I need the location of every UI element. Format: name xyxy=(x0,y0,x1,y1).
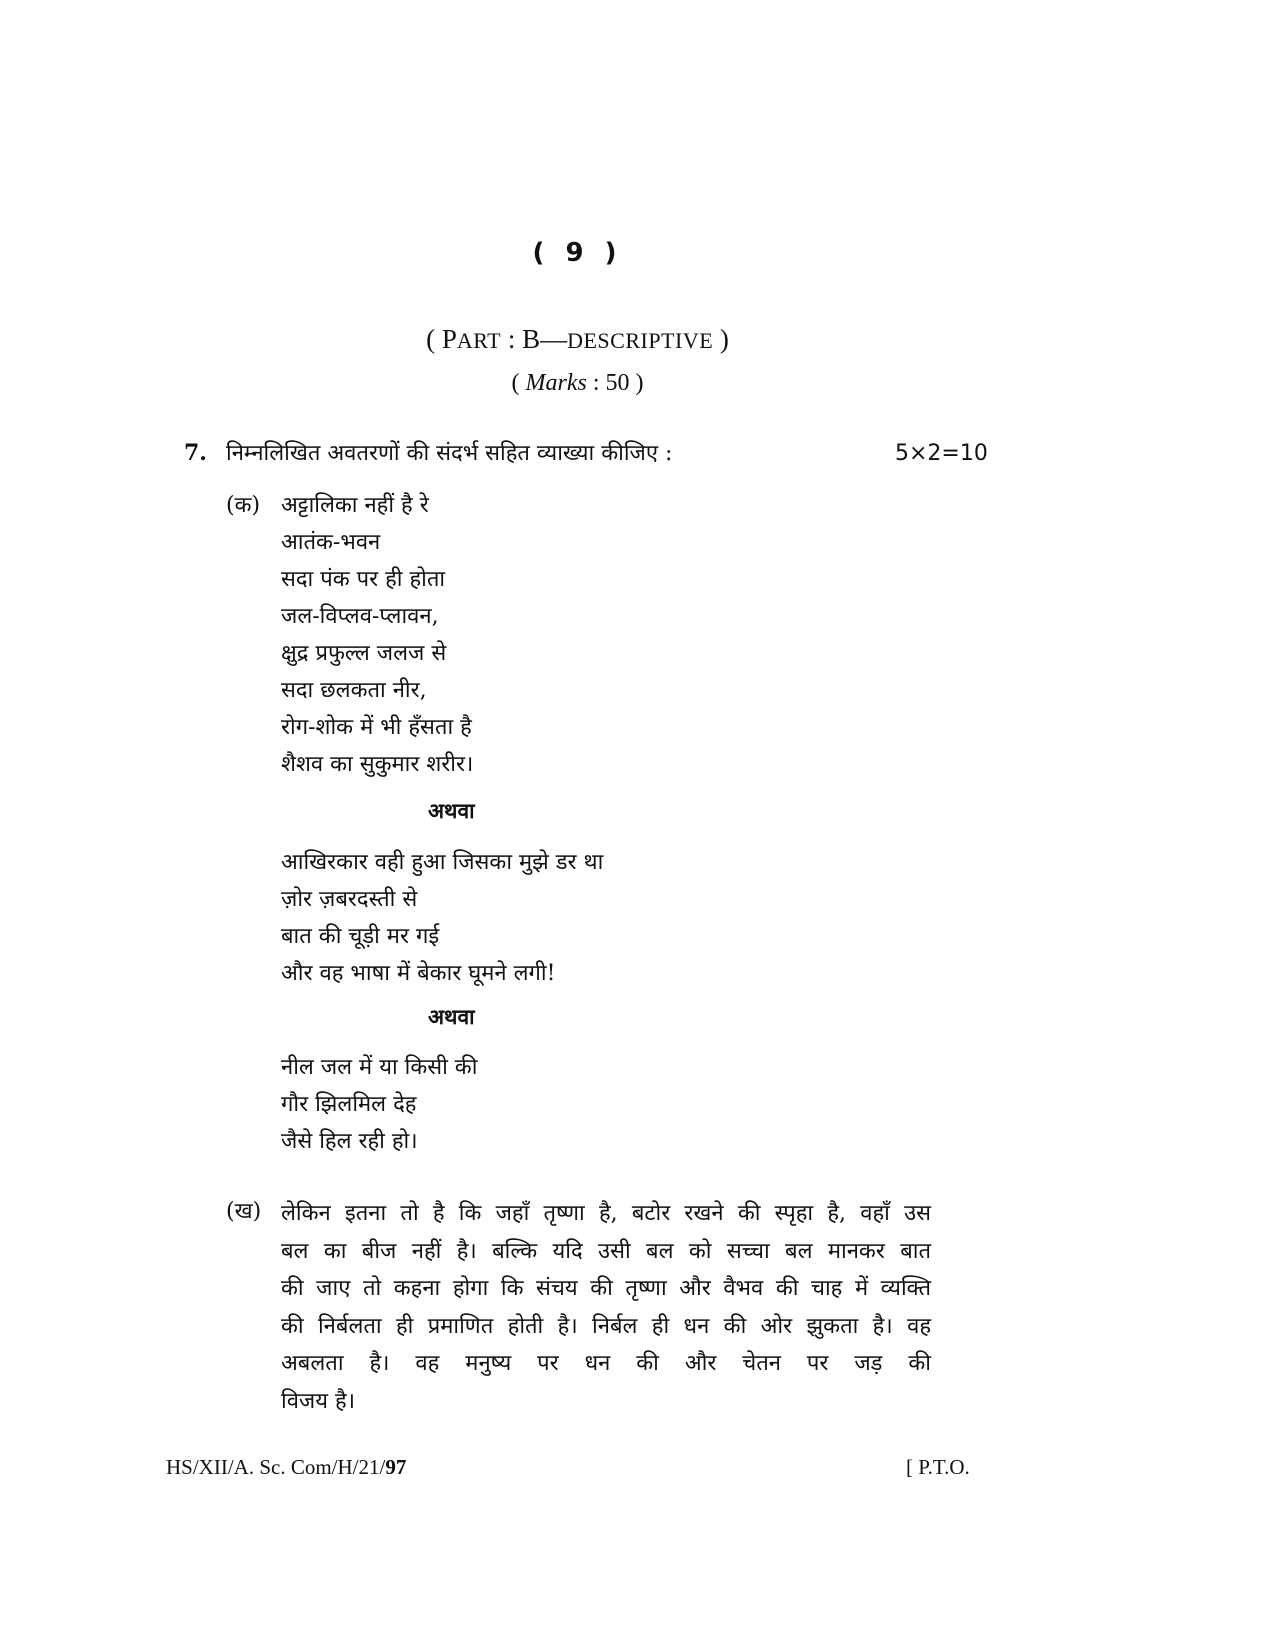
poem-line: आतंक-भवन xyxy=(281,530,381,555)
poem-line: सदा पंक पर ही होता xyxy=(281,567,446,592)
paper-code xyxy=(166,1455,406,1480)
marks-word: Marks xyxy=(525,370,587,396)
or-separator: अथवा xyxy=(428,1004,475,1029)
prose-line: लेकिन इतना तो है कि जहाँ तृष्णा है, बटोर रखने की स्पृहा है, वहाँ उस xyxy=(281,1201,931,1226)
part-close: ) xyxy=(713,324,729,354)
prose-passage xyxy=(281,1195,931,1420)
question-text: निम्नलिखित अवतरणों की संदर्भ सहित व्याख्या कीजिए : xyxy=(226,441,673,466)
part-open: ( P xyxy=(426,324,457,354)
poem-line: रोग-शोक में भी हँसता है xyxy=(281,715,472,740)
page-number: ( 9 ) xyxy=(532,238,623,268)
prose-line: की निर्बलता ही प्रमाणित होती है। निर्बल ही धन की ओर झुकता है। वह xyxy=(281,1313,931,1339)
prose-line: विजय है। xyxy=(281,1388,356,1414)
prose-line: की जाए तो कहना होगा कि संचय की तृष्णा और वैभव की चाह में व्यक्ति xyxy=(281,1276,931,1301)
subsection-label-kha: (ख) xyxy=(226,1199,262,1224)
poem-line: जल-विप्लव-प्लावन, xyxy=(281,604,439,629)
question-marks: 5×2=10 xyxy=(895,441,988,466)
part-mid: : B— xyxy=(501,324,568,354)
part-heading xyxy=(0,324,1155,355)
prose-line: अबलता है। वह मनुष्य पर धन की और चेतन पर जड़ की xyxy=(281,1351,931,1376)
subsection-label-ka: (क) xyxy=(226,493,261,518)
marks-value: : 50 ) xyxy=(586,370,644,396)
poem-line: अट्टालिका नहीं है रे xyxy=(281,493,429,518)
poem-line: और वह भाषा में बेकार घूमने लगी! xyxy=(281,961,556,986)
poem-line: नील जल में या किसी की xyxy=(281,1055,478,1080)
or-separator: अथवा xyxy=(428,798,475,823)
poem-line: जैसे हिल रही हो। xyxy=(281,1129,418,1154)
poem-line: सदा छलकता नीर, xyxy=(281,678,427,703)
marks-open: ( xyxy=(511,370,526,396)
paper-code-prefix: HS/XII/A. Sc. Com/H/21/ xyxy=(166,1455,386,1479)
poem-line: ज़ोर ज़बरदस्ती से xyxy=(281,887,418,912)
poem-line: क्षुद्र प्रफुल्ल जलज से xyxy=(281,641,447,666)
question-number: 7. xyxy=(184,440,207,466)
pto-label: [ P.T.O. xyxy=(906,1455,970,1479)
poem-line: शैशव का सुकुमार शरीर। xyxy=(281,752,474,777)
poem-line: बात की चूड़ी मर गई xyxy=(281,924,440,949)
poem-line: आखिरकार वही हुआ जिसका मुझे डर था xyxy=(281,850,604,875)
prose-line: बल का बीज नहीं है। बल्कि यदि उसी बल को सच्चा बल मानकर बात xyxy=(281,1238,931,1264)
paper-code-number: 97 xyxy=(385,1455,407,1479)
poem-line: गौर झिलमिल देह xyxy=(281,1092,417,1117)
part-art: ART xyxy=(456,328,502,353)
part-descriptive: DESCRIPTIVE xyxy=(567,328,714,353)
marks-line xyxy=(0,370,1155,397)
